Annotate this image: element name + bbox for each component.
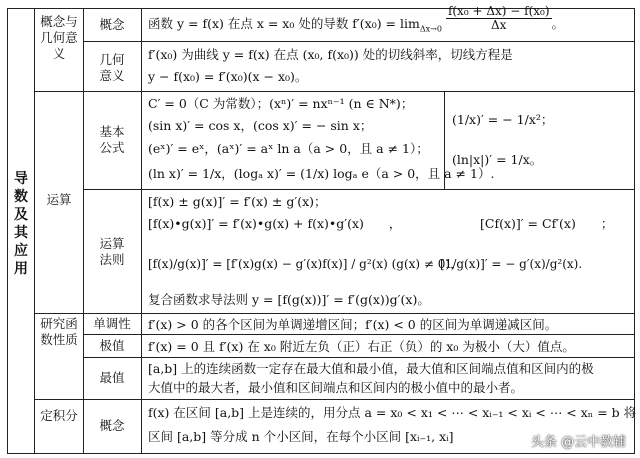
divider: [34, 8, 35, 454]
rule-product: [f(x)•g(x)]′ = f′(x)•g(x) + f(x)•g′(x) ，: [148, 216, 402, 231]
extremum-text: f′(x) = 0 且 f′(x) 在 x₀ 附近左负（正）右正（负）的 x₀ 为极小（大）值点。: [148, 339, 575, 354]
watermark: 头条 @云中教辅: [530, 435, 626, 450]
rule-chain: 复合函数求导法则 y = [f(g(x))]′ = f′(g(x))g′(x)。: [148, 292, 430, 307]
label-operation-rules: 运算法则: [99, 236, 125, 267]
group-definite-integral: 定积分: [40, 408, 78, 423]
basic-formula-3: (eˣ)′ = eˣ，(aˣ)′ = aˣ ln a（a > 0，且 a ≠ 1）；: [148, 141, 429, 156]
basic-formula-1: C′ = 0（C 为常数）；(xⁿ)′ = nxⁿ⁻¹ (n ∈ N*)；: [148, 96, 414, 111]
geometric-meaning-line1: f′(x₀) 为曲线 y = f(x) 在点 (x₀, f(x₀)) 处的切线斜率，切线方程是: [148, 47, 513, 62]
label-monotonicity: 单调性: [93, 316, 131, 331]
geometric-meaning-line2: y − f(x₀) = f′(x₀)(x − x₀)。: [148, 69, 308, 84]
divider: [83, 41, 635, 42]
rule-quotient: [f(x)/g(x)]′ = [f′(x)g(x) − g′(x)f(x)] / g²(x) (g(x) ≠ 0)，: [148, 257, 463, 271]
group-operations: 运算: [46, 192, 72, 207]
divider: [34, 91, 635, 92]
monotonicity-text: f′(x) > 0 的各个区间为单调递增区间；f′(x) < 0 的区间为单调递减区间。: [148, 317, 558, 332]
integral-line1: f(x) 在区间 [a,b] 上是连续的，用分点 a = x₀ < x₁ < ⋯ < xᵢ₋₁ < xᵢ < ⋯ < xₙ = b 将: [148, 405, 637, 420]
label-max-min: 最值: [99, 370, 125, 385]
basic-formula-2: (sin x)′ = cos x，(cos x)′ = − sin x；: [148, 118, 373, 133]
main-category-title: 导数及其应用: [14, 171, 28, 277]
divider: [83, 189, 635, 190]
integral-line2: 区间 [a,b] 等分成 n 个小区间，在每个小区间 [xᵢ₋₁, xᵢ]: [148, 429, 454, 444]
rule-constant-multiple: [Cf(x)]′ = Cf′(x) ；: [480, 216, 614, 231]
basic-formula-4: (ln x)′ = 1/x，(logₐ x)′ = (1/x) logₐ e（a > 0，且 a ≠ 1）.: [148, 166, 495, 181]
divider: [83, 334, 635, 335]
group-function-properties: 研究函数性质: [40, 316, 78, 347]
label-extremum: 极值: [99, 338, 125, 353]
group-concept-geometry: 概念与几何意义: [40, 14, 78, 61]
max-min-line1: [a,b] 上的连续函数一定存在最大值和最小值，最大值和区间端点值和区间内的极: [148, 361, 594, 376]
label-basic-formulas: 基本公式: [99, 124, 125, 155]
divider: [83, 357, 635, 358]
basic-formula-reciprocal: (1/x)′ = − 1/x²；: [452, 112, 554, 127]
divider: [83, 8, 84, 454]
divider: [141, 8, 142, 454]
max-min-line2: 大值中的最大者，最小值和区间端点和区间内的极小值中的最小者。: [148, 380, 524, 395]
label-concept: 概念: [99, 17, 125, 32]
basic-formula-ln-abs: (ln|x|)′ = 1/x。: [452, 152, 543, 167]
divider: [34, 313, 635, 314]
rule-reciprocal: [1/g(x)]′ = − g′(x)/g²(x).: [440, 257, 583, 271]
label-geometric-meaning: 几何意义: [99, 52, 125, 83]
rule-sum: [f(x) ± g(x)]′ = f′(x) ± g′(x)；: [148, 194, 327, 209]
divider: [34, 399, 635, 400]
label-integral-concept: 概念: [99, 418, 125, 433]
derivative-definition: 函数 y = f(x) 在点 x = x₀ 处的导数 $f'(x_0) = \lim_{\Delta x\to 0}$ $\frac{\text{f(x₀ + Δx) − f(x₀)}}{\Delta x}$ 。: [148, 4, 565, 34]
